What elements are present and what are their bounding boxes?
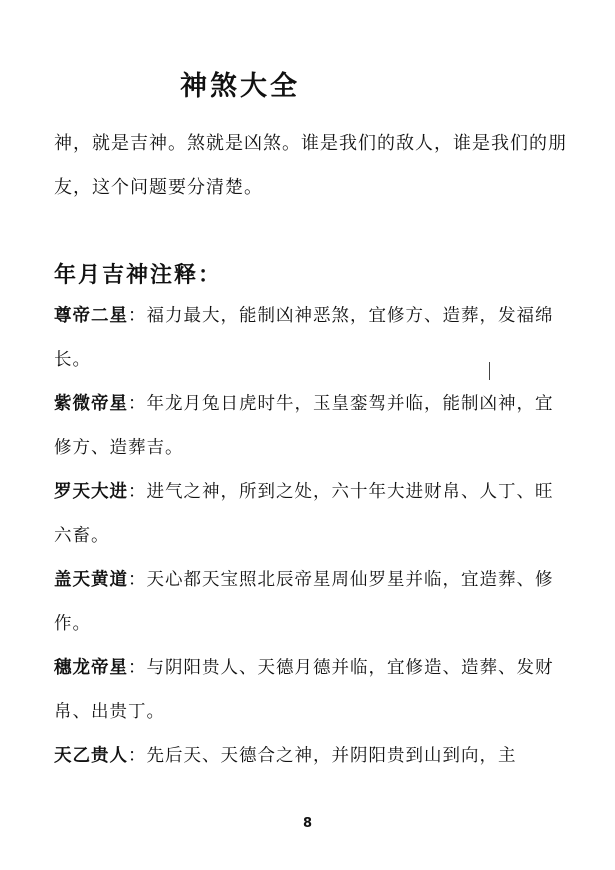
entry-term: 尊帝二星: [54, 306, 128, 326]
intro-paragraph: 神，就是吉神。煞就是凶煞。谁是我们的敌人，谁是我们的朋友，这个问题要分清楚。: [54, 133, 567, 198]
entry-term: 天乙贵人: [54, 746, 128, 766]
entry-item: [54, 558, 568, 646]
entry-separator: ：: [128, 570, 147, 590]
entry-text: 年龙月兔日虎时牛，玉皇銮驾并临，能制凶神，宜修方、造葬吉。: [54, 394, 554, 458]
entry-text: 先后天、天德合之神，并阴阳贵到山到向，主: [146, 746, 517, 766]
entry-separator: ：: [128, 394, 147, 414]
entry-item: [54, 646, 568, 734]
entry-item: [54, 734, 568, 778]
entry-text: 福力最大，能制凶神恶煞，宜修方、造葬，发福绵长。: [54, 306, 554, 370]
entry-term: 穗龙帝星: [54, 658, 128, 678]
entry-separator: ：: [128, 658, 147, 678]
entry-item: [54, 470, 568, 558]
entry-separator: ：: [128, 306, 147, 326]
entry-text: 与阴阳贵人、天德月德并临，宜修造、造葬、发财帛、出贵丁。: [54, 658, 554, 722]
entry-term: 罗天大进: [54, 482, 128, 502]
entry-list: [54, 294, 568, 778]
entry-term: 盖天黄道: [54, 570, 128, 590]
entry-item: [54, 294, 568, 382]
entry-separator: ：: [128, 482, 147, 502]
entry-separator: ：: [128, 746, 147, 766]
page-title: 神煞大全: [180, 71, 300, 102]
entry-text: 天心都天宝照北辰帝星周仙罗星并临，宜造葬、修作。: [54, 570, 554, 634]
scan-artifact-mark: [489, 362, 490, 380]
entry-item: [54, 382, 568, 470]
entry-term: 紫微帝星: [54, 394, 128, 414]
section-heading: 年月吉神注释：: [54, 263, 223, 288]
entry-text: 进气之神，所到之处，六十年大进财帛、人丁、旺六畜。: [54, 482, 554, 546]
page-number: 8: [302, 816, 313, 831]
